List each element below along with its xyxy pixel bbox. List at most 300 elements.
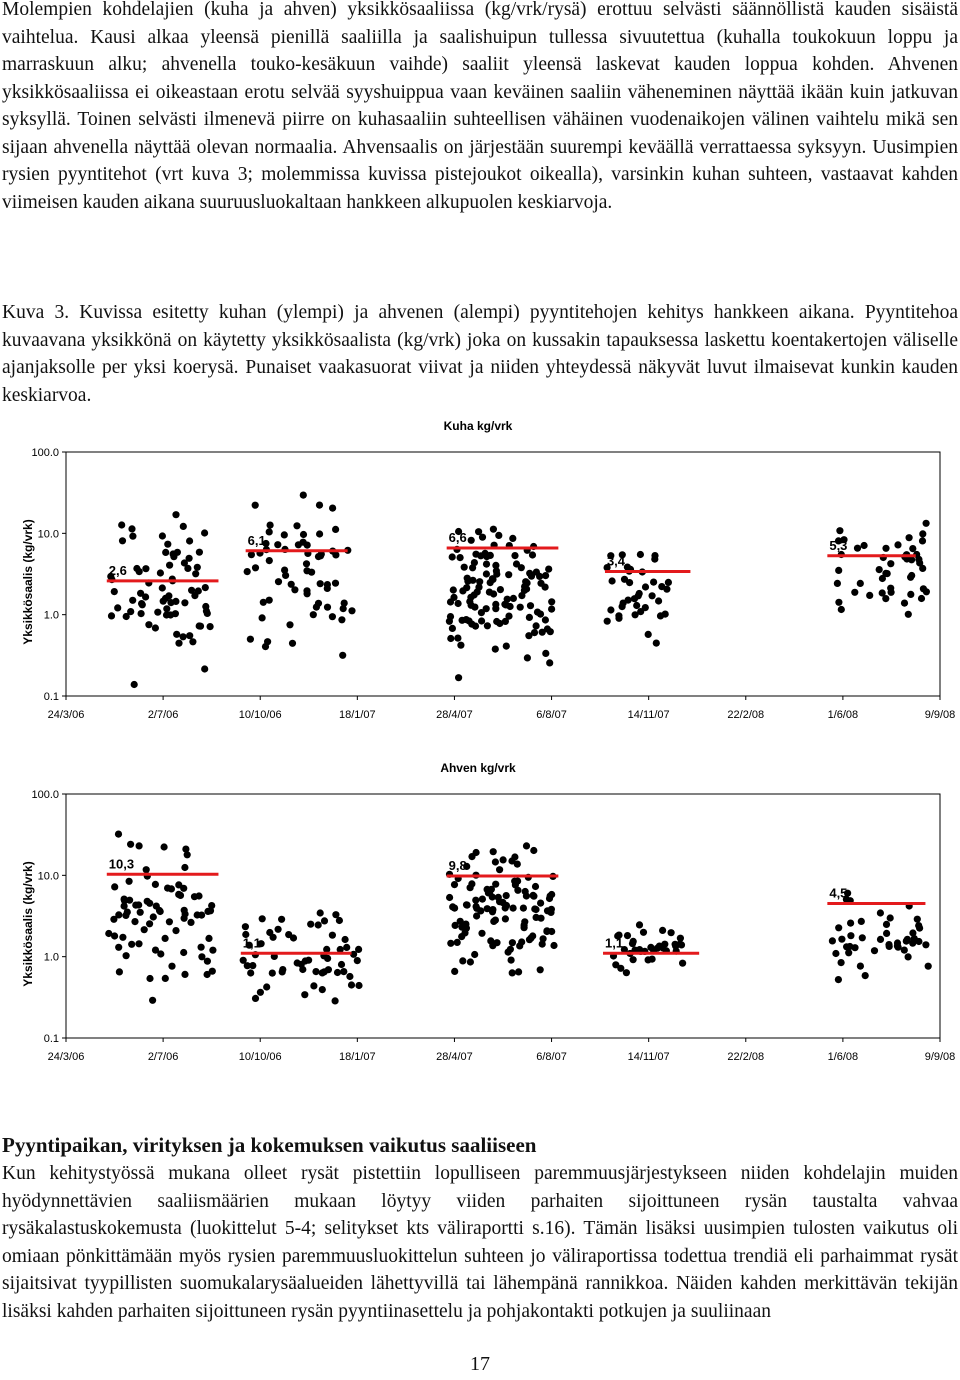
data-point (883, 930, 890, 937)
data-point (883, 921, 890, 928)
data-point (478, 609, 485, 616)
data-point (170, 553, 177, 560)
data-point (137, 909, 144, 916)
chart-title: Kuha kg/vrk (443, 419, 513, 433)
data-point (324, 581, 331, 588)
data-point (510, 595, 517, 602)
x-tick-label: 9/9/08 (924, 1051, 956, 1063)
data-point (152, 881, 159, 888)
data-point (487, 552, 494, 559)
data-point (449, 553, 456, 560)
data-point (894, 942, 901, 949)
data-point (464, 575, 471, 582)
data-point (274, 541, 281, 548)
data-point (677, 935, 684, 942)
data-point (530, 847, 537, 854)
data-point (512, 881, 519, 888)
data-point (146, 900, 153, 907)
data-point (340, 605, 347, 612)
data-point (242, 923, 249, 930)
data-point (490, 526, 497, 533)
data-point (502, 904, 509, 911)
data-point (654, 945, 661, 952)
data-point (244, 568, 251, 575)
data-point (111, 588, 118, 595)
data-point (457, 642, 464, 649)
data-point (252, 564, 259, 571)
data-point (490, 848, 497, 855)
data-point (116, 968, 123, 975)
data-point (459, 957, 466, 964)
data-point (645, 631, 652, 638)
data-point (542, 584, 549, 591)
data-point (509, 969, 516, 976)
data-point (624, 932, 631, 939)
data-point (537, 915, 544, 922)
data-point (454, 635, 461, 642)
x-tick-label: 9/9/08 (924, 709, 956, 721)
data-point (832, 950, 839, 957)
y-tick-label: 10.0 (37, 528, 59, 541)
data-point (162, 975, 169, 982)
data-point (909, 545, 916, 552)
data-point (463, 616, 470, 623)
data-point (642, 583, 649, 590)
data-point (547, 628, 554, 635)
data-point (451, 968, 458, 975)
data-point (300, 492, 307, 499)
data-point (136, 842, 143, 849)
data-point (607, 606, 614, 613)
data-point (172, 927, 179, 934)
data-point (495, 532, 502, 539)
data-point (630, 956, 637, 963)
data-point (838, 959, 845, 966)
data-point (450, 586, 457, 593)
data-point (463, 584, 470, 591)
data-point (114, 604, 121, 611)
data-point (145, 621, 152, 628)
data-point (259, 915, 266, 922)
data-point (505, 949, 512, 956)
data-point (904, 936, 911, 943)
data-point (334, 969, 341, 976)
data-point (181, 915, 188, 922)
data-point (446, 894, 453, 901)
data-point (121, 897, 128, 904)
data-point (264, 638, 271, 645)
data-point (115, 944, 122, 951)
data-point (468, 853, 475, 860)
data-point (181, 864, 188, 871)
data-point (166, 918, 173, 925)
data-point (207, 623, 214, 630)
data-point (263, 983, 270, 990)
data-point (196, 622, 203, 629)
data-point (645, 956, 652, 963)
data-point (123, 952, 130, 959)
data-point (339, 652, 346, 659)
season-mean-label: 10,3 (108, 856, 135, 872)
kuha-chart (0, 410, 960, 750)
data-point (154, 609, 161, 616)
data-point (550, 942, 557, 949)
data-point (209, 968, 216, 975)
data-point (517, 604, 524, 611)
data-point (343, 944, 350, 951)
data-point (475, 584, 482, 591)
data-point (835, 599, 842, 606)
data-point (129, 533, 136, 540)
data-point (651, 556, 658, 563)
x-tick-label: 28/4/07 (436, 1051, 473, 1063)
data-point (329, 505, 336, 512)
data-point (321, 968, 328, 975)
data-point (679, 960, 686, 967)
data-point (655, 597, 662, 604)
data-point (532, 883, 539, 890)
data-point (522, 888, 529, 895)
data-point (530, 892, 537, 899)
data-point (164, 541, 171, 548)
data-point (526, 614, 533, 621)
data-point (487, 937, 494, 944)
data-point (329, 932, 336, 939)
data-point (173, 631, 180, 638)
data-point (509, 939, 516, 946)
data-point (286, 621, 293, 628)
data-point (486, 589, 493, 596)
data-point (191, 893, 198, 900)
data-point (310, 611, 317, 618)
data-point (834, 580, 841, 587)
data-point (204, 908, 211, 915)
data-point (907, 591, 914, 598)
section-heading: Pyyntipaikan, virityksen ja kokemuksen vaikutus saaliiseen (2, 1133, 537, 1157)
data-point (877, 936, 884, 943)
data-point (315, 553, 322, 560)
data-point (473, 903, 480, 910)
data-point (455, 674, 462, 681)
data-point (319, 986, 326, 993)
data-point (329, 613, 336, 620)
data-point (915, 922, 922, 929)
data-point (457, 554, 464, 561)
page-number: 17 (470, 1353, 490, 1375)
data-point (629, 940, 636, 947)
data-point (866, 592, 873, 599)
season-mean-label: 2,6 (108, 562, 127, 578)
data-point (463, 901, 470, 908)
data-point (472, 897, 479, 904)
data-point (186, 555, 193, 562)
data-point (317, 909, 324, 916)
data-point (612, 961, 619, 968)
data-point (468, 621, 475, 628)
ahven-chart (0, 752, 960, 1092)
data-point (882, 545, 889, 552)
data-point (640, 929, 647, 936)
data-point (876, 566, 883, 573)
data-point (119, 934, 126, 941)
data-point (851, 589, 858, 596)
data-point (450, 594, 457, 601)
data-point (163, 605, 170, 612)
data-point (312, 968, 319, 975)
data-point (146, 975, 153, 982)
data-point (918, 595, 925, 602)
data-point (454, 939, 461, 946)
data-point (637, 551, 644, 558)
season-mean-label: 6,1 (247, 532, 266, 548)
data-point (266, 557, 273, 564)
data-point (846, 943, 853, 950)
data-point (131, 918, 138, 925)
data-point (497, 586, 504, 593)
data-point (522, 578, 529, 585)
y-tick-label: 0.1 (43, 1033, 59, 1045)
data-point (324, 604, 331, 611)
data-point (451, 881, 458, 888)
data-point (919, 537, 926, 544)
data-point (861, 542, 868, 549)
data-point (138, 610, 145, 617)
kuha-chart-svg (0, 410, 960, 750)
data-point (267, 522, 274, 529)
data-point (156, 907, 163, 914)
data-point (315, 921, 322, 928)
data-point (132, 902, 139, 909)
data-point (533, 569, 540, 576)
data-point (180, 885, 187, 892)
ahven-chart-svg (0, 752, 960, 1092)
data-point (192, 570, 199, 577)
x-tick-label: 22/2/08 (727, 709, 765, 721)
data-point (871, 947, 878, 954)
x-tick-label: 24/3/06 (47, 709, 85, 721)
data-point (275, 578, 282, 585)
data-point (279, 966, 286, 973)
paragraph-intro: Molempien kohdelajien (kuha ja ahven) yksikkösaaliissa (kg/vrk/rysä) erottuu selvästi säännöllistä kauden sisäistä vaihtelua. Kausi alkaa yleensä pienillä saaliilla ja saalishuipun tullessa sivuutettua (kuhalla toukokuun loppu ja marraskuun alku; ahvenella touko-kesäkuun vaihde) saaliit yleensä laskevat kauden loppua kohden. Ahvenen yksikkösaaliissa ei oikeastaan erotu selvää syyshuippua vaan keväinen saaliin väheneminen näyttää ikään kuin jatkuvan syksyllä. Toinen selvästi ilmenevä piirre on kuhasaaliin suhteellisen vähäinen vuodenaikojen välinen vaihtelu mikä sen sijaan ahvenella näyttää olevan normaalia. Ahvensaalis on järjestään suurempi keväällä verrattaessa syksyyn. Uusimpien rysien pyyntitehot (vrt kuva 3; molemmissa kuvissa pistejoukot oikealla), varsinkin kuhan suhteen, vastaavat kahden viimeisen kauden aikana suuruusluokaltaan hankkeen alkupuolen keskiarvoja. (2, 0, 958, 213)
y-tick-label: 100.0 (31, 789, 59, 801)
data-point (172, 610, 179, 617)
data-point (915, 556, 922, 563)
data-point (118, 521, 125, 528)
data-point (657, 612, 664, 619)
data-point (266, 528, 273, 535)
data-point (537, 900, 544, 907)
data-point (527, 602, 534, 609)
data-point (127, 841, 134, 848)
data-point (905, 953, 912, 960)
data-point (516, 942, 523, 949)
season-mean-label: 9,8 (448, 858, 467, 874)
data-point (160, 598, 167, 605)
x-tick-label: 1/6/08 (827, 1051, 859, 1063)
data-point (887, 914, 894, 921)
data-point (163, 611, 170, 618)
x-tick-label: 10/10/06 (238, 709, 282, 721)
data-point (281, 531, 288, 538)
data-point (537, 611, 544, 618)
data-point (247, 969, 254, 976)
data-point (123, 613, 130, 620)
data-point (484, 622, 491, 629)
data-point (201, 529, 208, 536)
data-point (653, 640, 660, 647)
data-point (636, 921, 643, 928)
data-point (111, 932, 118, 939)
data-point (503, 892, 510, 899)
data-point (175, 891, 182, 898)
data-point (303, 560, 310, 567)
data-point (275, 926, 282, 933)
season-mean-label: 4,5 (829, 885, 848, 901)
x-tick-label: 6/8/07 (536, 709, 567, 721)
data-point (920, 585, 927, 592)
x-tick-label: 2/7/06 (147, 1051, 179, 1063)
season-mean-label: 1,1 (605, 935, 624, 951)
x-tick-label: 24/3/06 (47, 1051, 85, 1063)
data-point (649, 592, 656, 599)
data-point (338, 961, 345, 968)
data-point (316, 530, 323, 537)
data-point (157, 569, 164, 576)
data-point (471, 591, 478, 598)
data-point (500, 856, 507, 863)
data-point (332, 526, 339, 533)
y-axis-label: Yksikkösaalis (kg/vrk) (21, 861, 35, 987)
data-point (348, 981, 355, 988)
data-point (182, 846, 189, 853)
data-point (449, 625, 456, 632)
data-point (633, 602, 640, 609)
data-point (159, 584, 166, 591)
data-point (836, 527, 843, 534)
paragraph-section: Kun kehitystyössä mukana olleet rysät pistettiin lopulliseen paremmuusjärjestykseen niiden kohdelajin muiden hyödynnettävien saaliismäärien mukaan löytyy viiden parhaiten sijoittuneen rysän taustalta vahvaa rysäkalastuskokemusta (luokittelut 5-4; selitykset kts väliraportti s.16). Tämän lisäksi uusimpien tulosten vaikutus oli omiaan pönkittämään myös rysien paremmuusluokittelun suhteen jo väliraportissa todettua trendiä eli parhaimmat rysät sijaitsivat tyypillisten suomukalarysäalueiden lähettyvillä tai lähempänä rannikkoa. Näiden kahden merkittävän tekijän lisäksi kahden parhaiten sijoittuneen rysän pyyntiinasettelu ja pohjakontakti potkujen ja suuliinaan (2, 1163, 958, 1322)
data-point (150, 913, 157, 920)
data-point (149, 997, 156, 1004)
data-point (496, 866, 503, 873)
data-point (659, 927, 666, 934)
data-point (180, 633, 187, 640)
data-point (209, 947, 216, 954)
data-point (202, 584, 209, 591)
data-point (449, 903, 456, 910)
data-point (471, 559, 478, 566)
data-point (858, 918, 865, 925)
data-point (452, 922, 459, 929)
data-point (143, 866, 150, 873)
season-mean-label: 3,4 (606, 553, 626, 569)
data-point (468, 537, 475, 544)
data-point (922, 941, 929, 948)
data-point (135, 940, 142, 947)
data-point (310, 982, 317, 989)
data-point (490, 918, 497, 925)
data-point (862, 972, 869, 979)
data-point (461, 564, 468, 571)
data-point (175, 640, 182, 647)
data-point (906, 534, 913, 541)
data-point (526, 936, 533, 943)
data-point (162, 935, 169, 942)
data-point (609, 577, 616, 584)
data-point (181, 907, 188, 914)
data-point (152, 624, 159, 631)
data-point (291, 586, 298, 593)
data-point (295, 541, 302, 548)
data-point (647, 944, 654, 951)
data-point (479, 896, 486, 903)
data-point (475, 528, 482, 535)
data-point (518, 592, 525, 599)
data-point (181, 599, 188, 606)
data-point (247, 636, 254, 643)
data-point (204, 958, 211, 965)
data-point (252, 502, 259, 509)
data-point (847, 932, 854, 939)
x-tick-label: 14/11/07 (627, 1051, 670, 1063)
data-point (524, 654, 531, 661)
data-point (187, 919, 194, 926)
data-point (502, 915, 509, 922)
y-axis-label: Yksikkösaalis (kg/vrk) (21, 519, 35, 645)
data-point (196, 549, 203, 556)
data-point (308, 569, 315, 576)
data-point (888, 589, 895, 596)
data-point (923, 520, 930, 527)
data-point (111, 883, 118, 890)
data-point (346, 973, 353, 980)
data-point (665, 579, 672, 586)
data-point (509, 535, 516, 542)
data-point (467, 884, 474, 891)
data-point (278, 916, 285, 923)
data-point (355, 982, 362, 989)
data-point (537, 966, 544, 973)
data-point (493, 567, 500, 574)
data-point (887, 560, 894, 567)
data-point (289, 640, 296, 647)
data-point (138, 600, 145, 607)
data-point (316, 502, 323, 509)
figure-caption: Kuva 3. Kuvissa esitetty kuhan (ylempi) ja ahvenen (alempi) pyyntitehojen kehitys hankkeen aikana. Pyyntitehoa kuvaavana yksikkönä on käytetty yksikkösaalista (kg/vrk) joka on kussakin tapauksessa laskettu koentakertojen väliselle ajanjaksolle per yksi koerysä. Punaiset vaakasuorat viivat ja niiden yhteydessä näkyvät luvut ilmaisevat kunkin kauden keskiarvoa. (2, 302, 958, 406)
data-point (845, 949, 852, 956)
data-point (483, 561, 490, 568)
data-point (483, 570, 490, 577)
data-point (201, 665, 208, 672)
data-point (919, 530, 926, 537)
data-point (604, 618, 611, 625)
data-point (925, 963, 932, 970)
data-point (619, 603, 626, 610)
data-point (282, 572, 289, 579)
data-point (186, 632, 193, 639)
data-point (509, 905, 516, 912)
data-point (191, 592, 198, 599)
data-point (269, 970, 276, 977)
data-point (161, 843, 168, 850)
data-point (447, 635, 454, 642)
x-tick-label: 2/7/06 (147, 709, 179, 721)
data-point (300, 531, 307, 538)
data-point (515, 968, 522, 975)
data-point (332, 997, 339, 1004)
data-point (838, 606, 845, 613)
data-point (838, 936, 845, 943)
y-tick-label: 100.0 (31, 447, 59, 459)
